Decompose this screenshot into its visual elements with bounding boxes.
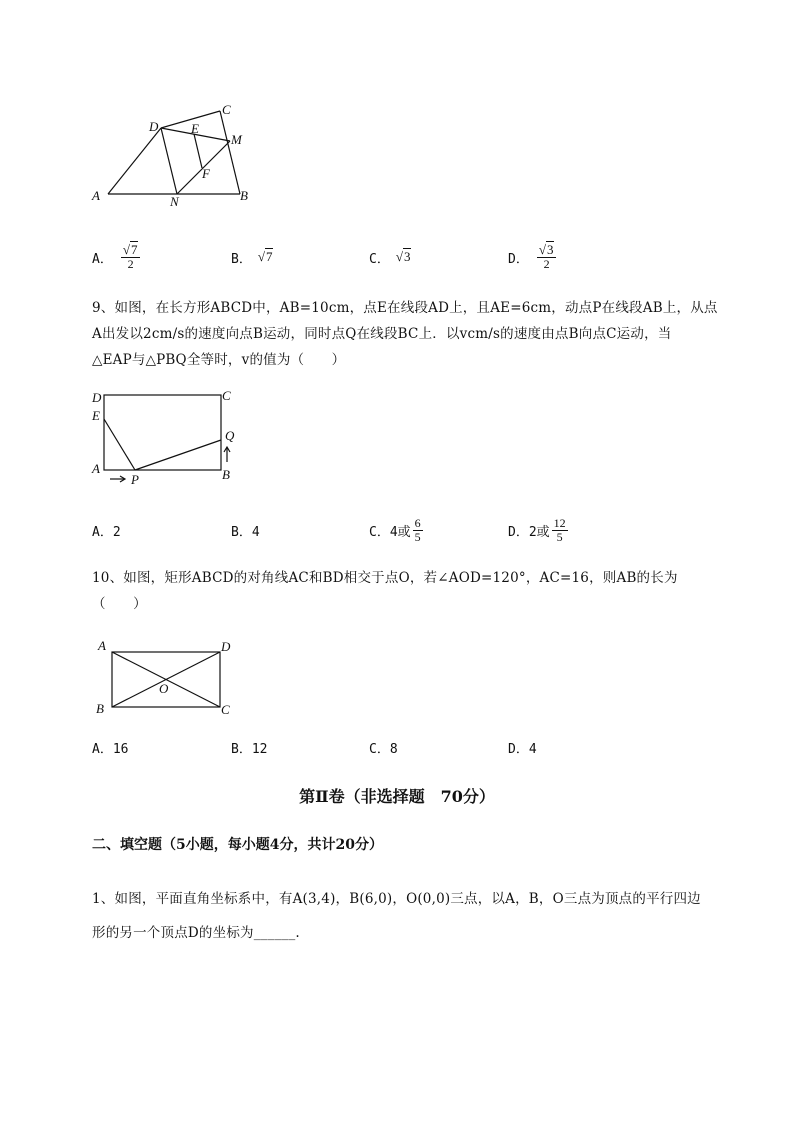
fill1-line-2: 形的另一个顶点D的坐标为______.	[92, 925, 300, 941]
fig9-label-e: E	[92, 408, 100, 423]
rectangle-abcd	[104, 395, 221, 470]
fig9-label-c: C	[222, 388, 231, 403]
q8-d-denominator: 2	[543, 257, 550, 271]
q9-line-2: A出发以2cm/s的速度向点B运动，同时点Q在线段BC上．以vcm/s的速度由点B向点C运动，当	[92, 326, 672, 342]
fig9-label-p: P	[131, 472, 139, 487]
fig8-label-a: A	[92, 188, 100, 203]
fig8-label-m: M	[231, 132, 242, 147]
section-title: 第Ⅱ卷（非选择题 70分）	[299, 787, 495, 806]
sqrt: √7	[257, 249, 273, 264]
q8-option-c[interactable]	[369, 240, 411, 274]
segment-pq	[135, 440, 221, 470]
fig9-label-a: A	[92, 461, 100, 476]
q10-option-d[interactable]: D．4	[508, 741, 537, 757]
fig10-label-o: O	[159, 681, 169, 696]
q10-line-1: 10、如图，矩形ABCD的对角线AC和BD相交于点O，若∠AOD=120°，AC=16，则AB的长为	[92, 570, 678, 586]
q9-c-numerator: 6	[414, 515, 421, 530]
fill-question-1	[92, 882, 722, 950]
q9-option-c-label: C．4或	[369, 524, 411, 540]
segment-ep	[104, 419, 135, 470]
q10-option-b[interactable]: B．12	[231, 741, 268, 757]
q8-c-radicand: 3	[403, 249, 411, 264]
q10-option-c[interactable]: C．8	[369, 741, 398, 757]
fraction	[413, 517, 423, 544]
q9-options	[92, 513, 732, 547]
fraction: $\frac{√7}{2}$	[121, 243, 141, 271]
q10-option-a[interactable]: A．16	[92, 741, 129, 757]
q9-option-d-label: D．2或	[508, 524, 550, 540]
fig9-label-b: B	[222, 467, 230, 482]
q9-line-3: △EAP与△PBQ全等时，v的值为（ ）	[92, 352, 346, 368]
q8-option-a[interactable]	[92, 240, 140, 274]
q9-line-1: 9、如图，在长方形ABCD中，AB=10cm，点E在线段AD上，且AE=6cm，动点P在线段AB上，从点	[92, 300, 718, 316]
q8-d-numerator: 3	[546, 242, 554, 257]
q9-c-denominator: 5	[414, 529, 421, 544]
q9-d-denominator: 5	[556, 529, 563, 544]
q8-option-b[interactable]	[231, 240, 273, 274]
q8-option-a-label: A．	[92, 251, 113, 267]
q10-figure	[92, 636, 242, 721]
fig9-label-d: D	[92, 390, 102, 405]
q8-a-numerator: 7	[130, 242, 138, 257]
q9-option-a[interactable]: A．2	[92, 524, 121, 540]
q10-options	[92, 730, 732, 764]
fraction: $\frac{√3}{2}$	[537, 243, 557, 271]
q9-figure	[88, 387, 248, 492]
question-10	[92, 565, 722, 617]
fraction	[552, 517, 568, 544]
q8-option-d-label: D．	[508, 251, 529, 267]
fig8-label-f: F	[202, 166, 210, 181]
fig8-label-c: C	[222, 102, 231, 117]
fig10-label-b: B	[96, 701, 104, 716]
q8-option-c-label: C．	[369, 251, 390, 267]
segment-dn	[161, 128, 177, 194]
q10-line-2: （ ）	[92, 596, 147, 612]
fig8-label-n: N	[170, 194, 179, 209]
sqrt: √3	[395, 249, 411, 264]
segment-ef	[194, 134, 202, 168]
q9-d-numerator: 12	[553, 515, 566, 530]
q9-option-c[interactable]	[369, 513, 423, 547]
q9-option-b[interactable]: B．4	[231, 524, 260, 540]
fig10-label-d: D	[221, 639, 231, 654]
fig10-label-a: A	[98, 638, 106, 653]
q9-option-d[interactable]	[508, 513, 568, 547]
q8-option-b-label: B．	[231, 251, 252, 267]
fig8-label-e: E	[191, 121, 199, 136]
fig10-label-c: C	[221, 702, 230, 717]
q8-options	[92, 240, 732, 274]
fig9-label-q: Q	[225, 428, 235, 443]
question-9	[92, 295, 722, 373]
fill1-line-1: 1、如图，平面直角坐标系中，有A(3,4)，B(6,0)，O(0,0)三点，以A，B，O三点为顶点的平行四边	[92, 891, 701, 907]
segment-cb	[220, 111, 240, 194]
fig8-label-b: B	[240, 188, 248, 203]
q8-option-d[interactable]	[508, 240, 556, 274]
fig8-label-d: D	[149, 119, 159, 134]
segment-ad	[108, 128, 161, 194]
q8-b-radicand: 7	[265, 249, 273, 264]
fill-in-section-heading: 二、填空题（5小题，每小题4分，共计20分）	[92, 837, 383, 853]
q8-a-denominator: 2	[127, 257, 134, 271]
q8-figure	[90, 100, 260, 210]
